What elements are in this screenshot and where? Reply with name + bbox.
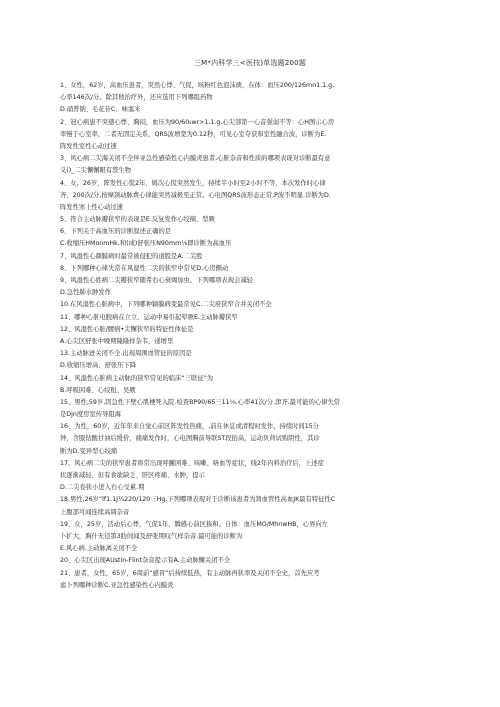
text-line: 21、患者，女性，65岁，6周前“感冒”后持续低热，有主动脉再狭率及关闭不全史，首先应考	[60, 569, 320, 577]
text-line: 14、风湿性心脏病主动脉的狭窄常见的临床“三联征”为	[60, 374, 214, 382]
text-line: 虑卜列哪种诊断C.亚急性感染性心内膜炎	[60, 581, 174, 589]
text-line: 16、为性，60岁，近年年来自觉心前区阵发性热痛，,前在休息或清程时发作，持续时间15分	[60, 423, 320, 431]
text-line: 上腹部可闻连续高调杂音	[60, 508, 130, 516]
text-line: 6、下列关于高血压的诊断叙述正确的是	[60, 228, 172, 236]
text-line: D.二尖卷狭小进入右心受累.期	[60, 484, 145, 492]
text-line: 4、女，26岁，阵发性心慌2年，姆次心慌突然发生，持续半小时至2小时不等，本次发作时心律	[60, 179, 326, 187]
text-line: 19、女，25岁，活动后心悸，气促1年，腾感心前区揍和。自体：血压MO/MhnwHB，心界向左	[60, 520, 328, 528]
text-line: 11、哪种心脏电脱病在立立、运动中易引起晕厥E.主动脉瓣狭窄	[60, 313, 238, 321]
text-line: 17、风心病二尖的狭窄患者将常出现呼臃困难、咳嗽、咯血等症状，线2年内料治疗后，上述症	[60, 459, 324, 467]
text-line: E.风心病.主动脉离关闭不全	[60, 545, 138, 553]
text-line: 18.男性,26岁“lf1.1J¼220/120三Hg,下列哪项表现对于诊断该患者为肾血管性高血JK最有特征性C	[60, 496, 336, 504]
text-line: 7、风湿性心颜膜病时最常被侵犯的道股是A.二尖股	[60, 252, 203, 260]
text-line: D.急性肺水肿发作	[60, 289, 111, 297]
document-body	[60, 80, 460, 592]
document-title: 三M*内科学三<医技)单选题200题	[193, 59, 307, 67]
text-line: 齐，200次/分,按摩颈动脉费心律能突然减极至正常。心电图QRS波形态正常,P波不明显.诊断为D.	[60, 191, 331, 199]
text-line: 13.主动脉迸关闭不全.出现周围血管征的原因是	[60, 350, 192, 358]
text-line: A.心尖区舒张中晚期隆隆样杂韦，递增里	[60, 337, 174, 345]
text-line: D.硝普钠、毛花苷C、味塞米	[60, 106, 141, 114]
text-line: 10.在风湿性心脏病中，下列哪种颖膜病变最常见C.二尖府狭窄合并关闭不全	[60, 301, 272, 309]
text-line: 3、风心病二尖海关闭不全伴亚急性感染性心内膜炎患者,心脏杂音和性质的哪项表现对诊断最有意	[60, 155, 331, 163]
text-line: 状逐渐减轻，但有食欲缺乏、肝区疼痛、水肿，提示	[60, 472, 205, 479]
text-line: 阵发性寒上性心动过速	[60, 203, 123, 211]
text-line: 20、心尖区出现AUstin-Flint杂音提示有A.主动脉懈关闭不全	[60, 557, 231, 565]
text-line: 阵发性室性心动过速	[60, 142, 117, 150]
text-line: D.收缩压增高、舒张压下降	[60, 362, 137, 370]
text-line: 钟，含服钻酸甘油后缓价，痛痛发作时，心电图胸前导联ST段抬高，运动负荷试购阴性，其诊	[60, 435, 320, 443]
text-line: 义()_二尖懈懈眼有赘生物	[60, 167, 132, 175]
text-line: 断为D.变异型心绞痛	[60, 447, 118, 455]
text-line: 是Djn度房室传导阻海	[60, 411, 121, 419]
text-line: B.呼吸困难、心绞租、吴厥	[60, 386, 136, 394]
text-line: C.收缩压HMonmHk,和(或)舒张压N90mm⅛即诊断为高血压	[60, 240, 232, 248]
text-line: 2、冠心病患不突感心悸、胸闷，血压为90/60ιwr>1.1.g.心尖部第一心音强弱不等：心H图示心房	[60, 118, 335, 126]
text-line: 心率146次/分。除其他治疗外，还应选用下列哪组药物	[60, 94, 213, 102]
text-line: 率慢于心室率，二者无固定关系，QRS波增宽为0.12秒，可见心室夺获和室性融合波，诊断为E.	[60, 130, 327, 138]
text-line: 8、下列哪种心律失常在风湿性二尖的狭窄中常见D.心房颤动	[60, 264, 229, 272]
text-line: 12、风湿性心脏/腰病•尖懈狭窄的特征性体征是	[60, 325, 194, 333]
text-line: 15、男性,59岁,因急性下壁心肌梗死入院.检查BP90/65三11⅛.心率41次/分.津齐.最可能的心律失常	[60, 398, 341, 406]
text-line: 卜扩大，胸什无径第3肋间闻及舒张期叹气样杂音.最可能的诊断为	[60, 532, 243, 540]
text-line: 1、女性，62岁，高血压患者，突然心悸、气促，咳粉红色泡沫痰，在体：血压200/126mn1.1.g,	[60, 82, 335, 89]
text-line: 5、符合主动脉瓣狭窄的表现是E.反复发作心绞摘、型厥	[60, 216, 215, 224]
text-line: 9、风湿性心姓病二尖瓣狭窄随希右心衰竭加虫，下列哪项表现会减轻	[60, 277, 253, 284]
